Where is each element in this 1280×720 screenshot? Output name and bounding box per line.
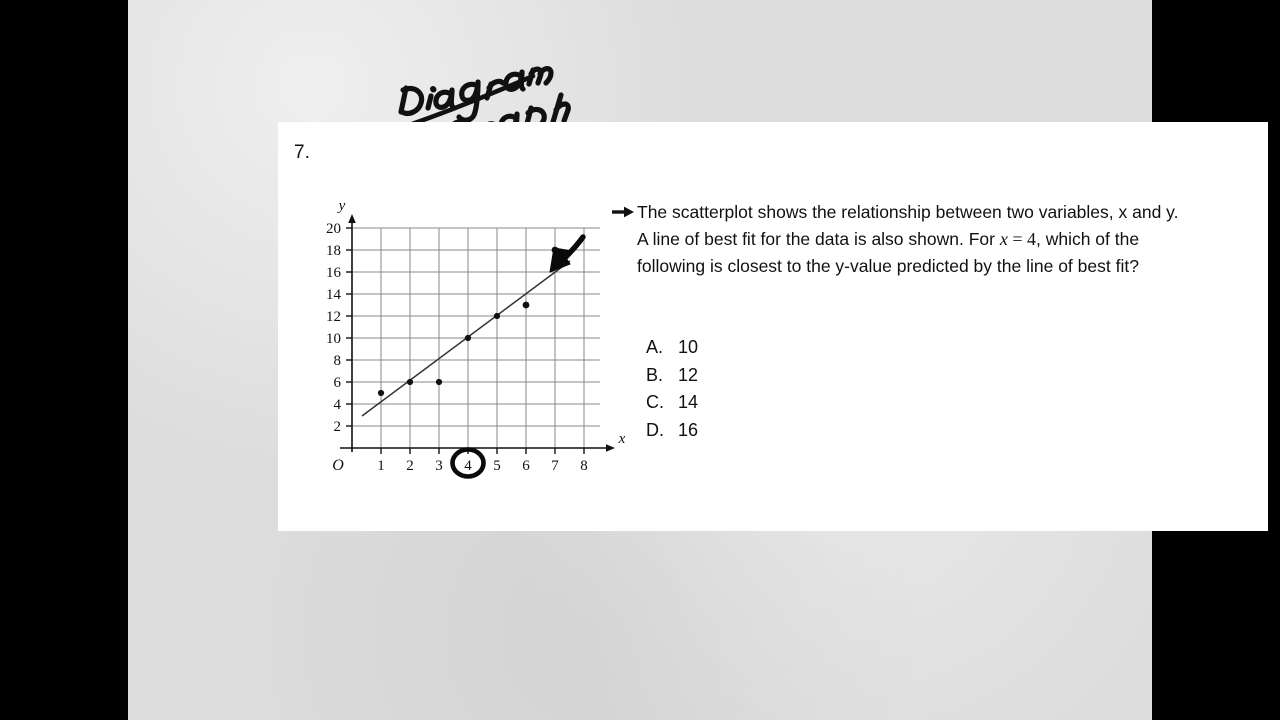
y-tick-label: 10 bbox=[326, 331, 341, 347]
answer-choice-c[interactable] bbox=[646, 389, 698, 417]
choice-letter: C. bbox=[646, 392, 664, 412]
data-point bbox=[407, 379, 413, 385]
data-point bbox=[436, 379, 442, 385]
answer-choice-d[interactable] bbox=[646, 417, 698, 445]
grid-lines bbox=[352, 228, 600, 448]
y-tick-label: 14 bbox=[326, 287, 341, 303]
choice-letter: D. bbox=[646, 419, 664, 440]
choice-letter: B. bbox=[646, 364, 664, 385]
y-tick-label: 4 bbox=[333, 397, 341, 413]
stem-line-2-post: , which of the bbox=[1035, 229, 1140, 249]
stem-line-1: The scatterplot shows the relationship between two variables, x and y. bbox=[637, 202, 1179, 222]
y-axis-label: y bbox=[338, 198, 346, 214]
choice-value: 14 bbox=[678, 392, 699, 412]
x-tick-label: 8 bbox=[580, 458, 588, 474]
worksheet-page bbox=[278, 122, 1268, 531]
x-tick-label: 7 bbox=[551, 458, 559, 474]
y-tick-label: 8 bbox=[333, 353, 341, 369]
x-tick-marks bbox=[381, 448, 584, 454]
answer-choice-a[interactable] bbox=[646, 334, 698, 362]
origin-label: O bbox=[332, 457, 344, 474]
choice-value: 10 bbox=[678, 337, 699, 357]
stem-line-2 bbox=[612, 226, 1267, 253]
x-tick-label: 5 bbox=[493, 458, 501, 474]
y-axis-arrowhead bbox=[348, 214, 356, 223]
x-axis-label: x bbox=[618, 431, 625, 447]
axes bbox=[340, 220, 608, 452]
stem-line-2-pre: A line of best fit for the data is also shown. For bbox=[637, 229, 1000, 249]
stem-math-variable: x bbox=[999, 229, 1008, 249]
answer-choice-b[interactable] bbox=[646, 362, 698, 390]
y-tick-label: 6 bbox=[333, 375, 341, 391]
x-tick-label: 6 bbox=[522, 458, 530, 474]
answer-choices bbox=[646, 334, 698, 444]
y-tick-labels bbox=[326, 221, 342, 435]
gray-worksheet-surface bbox=[128, 0, 1179, 720]
x-axis-arrowhead bbox=[606, 444, 615, 452]
y-tick-label: 20 bbox=[326, 221, 341, 237]
data-point bbox=[494, 313, 500, 319]
x-tick-label-4: 4 bbox=[464, 458, 472, 474]
stem-line-3: following is closest to the y-value predicted by the line of best fit? bbox=[637, 256, 1139, 276]
scatterplot-figure bbox=[300, 190, 625, 480]
question-stem bbox=[612, 199, 1267, 280]
stem-math-equation: = 4 bbox=[1007, 229, 1036, 249]
y-tick-label: 12 bbox=[326, 309, 341, 325]
data-point bbox=[552, 247, 559, 254]
data-point bbox=[465, 335, 471, 341]
question-number: 7. bbox=[294, 142, 310, 163]
choice-value: 12 bbox=[678, 364, 699, 385]
data-point bbox=[523, 302, 530, 309]
y-tick-label: 16 bbox=[326, 265, 341, 281]
x-tick-label: 1 bbox=[377, 458, 385, 474]
x-tick-label: 3 bbox=[435, 458, 443, 474]
data-point bbox=[378, 390, 384, 396]
letterbox-left bbox=[0, 0, 128, 720]
choice-letter: A. bbox=[646, 337, 664, 357]
y-tick-label: 18 bbox=[326, 243, 341, 259]
right-arrow-icon bbox=[612, 203, 636, 221]
x-tick-label: 2 bbox=[406, 458, 414, 474]
y-tick-marks bbox=[346, 228, 352, 426]
y-tick-label: 2 bbox=[333, 419, 341, 435]
x-tick-labels bbox=[377, 458, 588, 474]
choice-value: 16 bbox=[678, 419, 699, 440]
